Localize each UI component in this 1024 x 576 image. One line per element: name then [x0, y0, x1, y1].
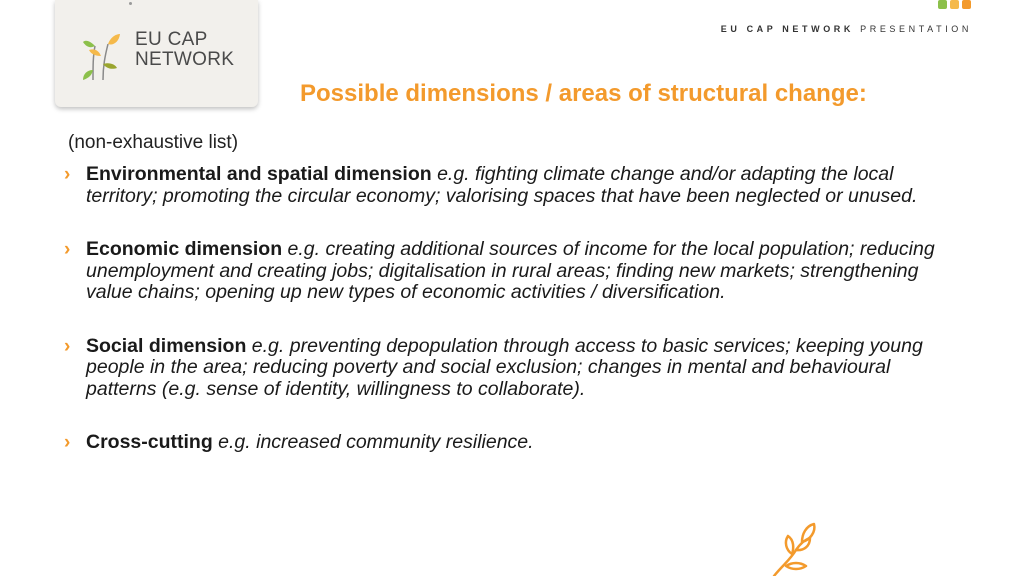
bullet-item: [62, 164, 962, 207]
bullet-text: e.g. creating additional sources of income for the local population; reducing unemployment and creating jobs; digitalisation in rural areas; finding new markets; strengthening value chains; opening up new types of economic activities / diversification.: [86, 238, 935, 303]
chevron-right-icon: ›: [64, 432, 71, 453]
bullet-list: [62, 164, 962, 486]
sprout-logo-icon: [81, 26, 121, 82]
header-brand: EU CAP NETWORK: [720, 24, 855, 34]
logo-line-2: NETWORK: [135, 49, 235, 70]
logo-dot: [129, 2, 132, 5]
page-title: Possible dimensions / areas of structural change:: [300, 80, 867, 107]
bullet-heading: Social dimension: [86, 334, 247, 357]
chevron-right-icon: ›: [64, 239, 71, 260]
color-square-green: [938, 0, 947, 9]
bullet-item: [62, 239, 962, 304]
sprout-outline-icon: [766, 520, 824, 576]
logo-line-1: EU CAP: [135, 29, 208, 50]
color-square-orange: [962, 0, 971, 9]
bullet-heading: Environmental and spatial dimension: [86, 163, 432, 185]
logo-text: [135, 30, 234, 70]
header-label: [721, 24, 972, 34]
bullet-text: e.g. increased community resilience.: [218, 431, 534, 453]
chevron-right-icon: ›: [64, 164, 71, 185]
logo-card: [55, 0, 258, 107]
bullet-text: e.g. fighting climate change and/or adapting the local territory; promoting the circular economy; valorising spaces that have been neglected or unused.: [86, 163, 918, 207]
bullet-heading: Cross-cutting: [86, 431, 213, 453]
subtitle: (non-exhaustive list): [68, 132, 239, 153]
bullet-item: [62, 336, 962, 401]
corner-color-squares: [938, 0, 971, 9]
color-square-yellow: [950, 0, 959, 9]
bullet-heading: Economic dimension: [86, 238, 283, 260]
header-presentation: PRESENTATION: [860, 24, 972, 34]
bullet-text: e.g. preventing depopulation through access to basic services; keeping young people in the area; reducing poverty and social exclusion; changes in mental and behavioural patterns (e.g. sense of identity, willingness to collaborate).: [86, 334, 923, 400]
bullet-item: [62, 432, 962, 454]
chevron-right-icon: ›: [64, 335, 71, 357]
